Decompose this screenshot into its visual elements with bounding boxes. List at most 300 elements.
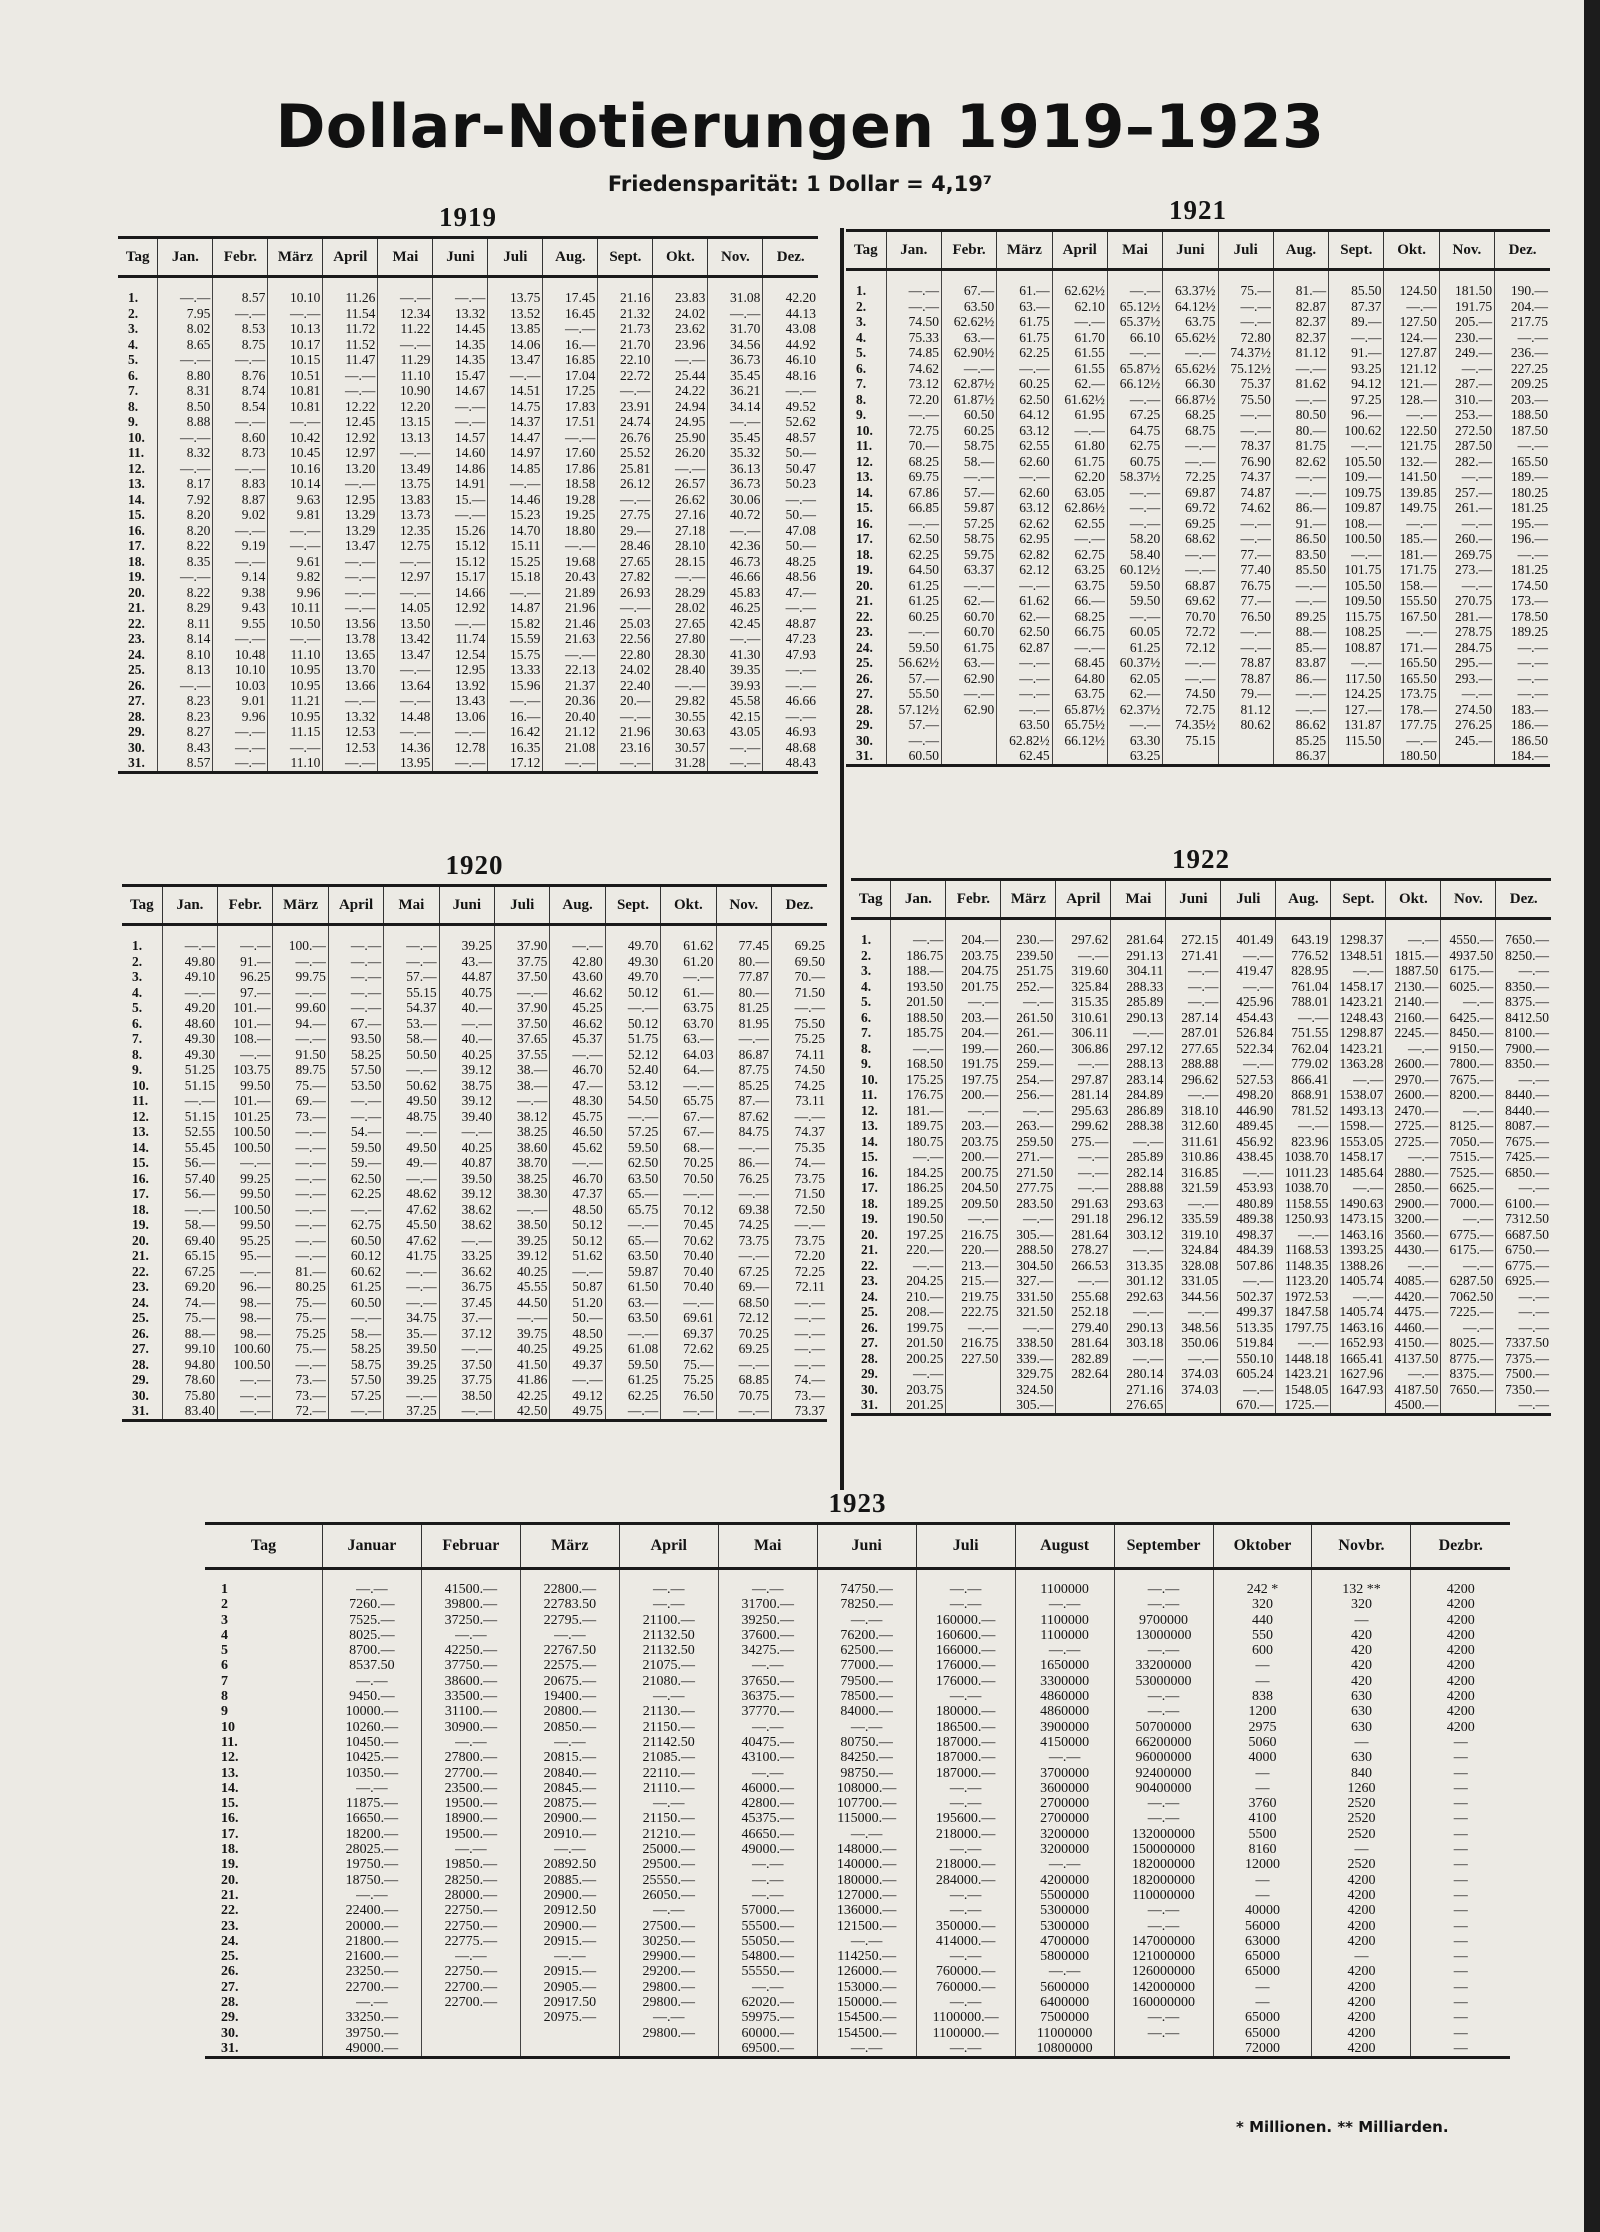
rate-cell: 4500.—	[1386, 1397, 1441, 1414]
rate-cell: 117.50	[1329, 671, 1384, 687]
table-row	[846, 314, 1550, 330]
table-row	[846, 593, 1550, 609]
rate-cell: 4860000	[1015, 1689, 1114, 1704]
rate-cell: 150000000	[1114, 1842, 1213, 1857]
rate-cell: 57.—	[886, 671, 941, 687]
rate-cell: —.—	[886, 407, 941, 423]
rate-cell: 312.60	[1166, 1118, 1221, 1134]
header-month: Dez.	[1496, 880, 1551, 919]
rate-cell: 126000.—	[817, 1964, 916, 1979]
rate-cell: —.—	[1218, 407, 1273, 423]
rate-cell: 8375.—	[1496, 994, 1551, 1010]
day-cell: 7.	[132, 1031, 143, 1046]
rate-cell: 46.10	[763, 352, 818, 368]
rate-cell: 13.85	[488, 321, 543, 337]
rate-cell: 72.20	[886, 392, 941, 408]
rate-cell: 10350.—	[322, 1766, 421, 1781]
rate-cell: 65.87½	[1107, 361, 1162, 377]
rate-cell: —.—	[328, 954, 383, 970]
day-cell: 18.	[132, 1201, 149, 1217]
rate-cell: 75.33	[886, 330, 941, 346]
rate-cell: 21.70	[598, 337, 653, 353]
rate-cell: 73.37	[771, 1403, 827, 1420]
rate-cell: —.—	[605, 1326, 660, 1342]
rate-cell: 14.66	[433, 585, 488, 601]
rate-cell	[1163, 748, 1218, 765]
table-row	[851, 1072, 1551, 1088]
day-cell: 31.	[861, 1397, 878, 1412]
rate-cell: 37.50	[495, 1016, 550, 1032]
rate-cell: 277.75	[1001, 1180, 1056, 1196]
rate-cell: 33500.—	[421, 1689, 520, 1704]
day-cell: 16.	[221, 1811, 239, 1827]
rate-cell: —.—	[1166, 994, 1221, 1010]
header-month: Sept.	[1331, 880, 1386, 919]
rate-cell: 74.87	[1218, 485, 1273, 501]
rate-cell: 14.05	[378, 600, 433, 616]
rate-cell: 6425.—	[1441, 1010, 1496, 1026]
rate-cell: 81.75	[1273, 438, 1328, 454]
rate-cell: 19500.—	[421, 1827, 520, 1842]
rate-cell: 21110.—	[619, 1781, 718, 1796]
rate-cell: 67.25	[162, 1264, 217, 1280]
rate-cell: —.—	[378, 724, 433, 740]
rate-cell: —.—	[328, 985, 383, 1001]
rate-cell: 100.50	[1329, 531, 1384, 547]
rate-cell: 108.25	[1329, 624, 1384, 640]
rate-cell: —.—	[158, 290, 213, 306]
rate-cell: 203.75	[946, 1134, 1001, 1150]
rate-cell: 37600.—	[718, 1628, 817, 1643]
rate-cell: 84250.—	[817, 1750, 916, 1765]
rate-cell: 27700.—	[421, 1766, 520, 1781]
rate-cell: 91.—	[218, 954, 273, 970]
rate-cell: —.—	[1166, 979, 1221, 995]
header-month: Mai	[1111, 880, 1166, 919]
rate-cell: 420	[1312, 1658, 1411, 1673]
rate-cell: 70.25	[661, 1155, 716, 1171]
table-row	[122, 1248, 827, 1264]
rate-cell: 73.12	[886, 376, 941, 392]
column-divider	[840, 228, 844, 1490]
rate-cell: 20900.—	[520, 1888, 619, 1903]
rate-cell: 171.75	[1384, 562, 1439, 578]
rate-cell: 67.86	[886, 485, 941, 501]
rate-cell: 147000000	[1114, 1934, 1213, 1949]
rate-cell: 283.50	[1001, 1196, 1056, 1212]
rate-cell: 9.96	[268, 585, 323, 601]
rate-cell: 13000000	[1114, 1628, 1213, 1643]
rate-cell	[1441, 1397, 1496, 1414]
rate-cell: 276.65	[1111, 1397, 1166, 1414]
rate-cell: 13.47	[488, 352, 543, 368]
rate-cell: 73.—	[273, 1372, 328, 1388]
rate-cell: 5500	[1213, 1827, 1312, 1842]
rate-cell: 124.—	[1384, 330, 1439, 346]
table-row	[122, 1031, 827, 1047]
rate-cell: 70.40	[661, 1264, 716, 1280]
rate-cell: 160000.—	[916, 1613, 1015, 1628]
rate-cell: 61.—	[661, 985, 716, 1001]
day-cell: 16.	[128, 522, 145, 538]
rate-cell: 184.25	[891, 1165, 946, 1181]
rate-cell: 100.60	[218, 1341, 273, 1357]
rate-cell: 21132.50	[619, 1628, 718, 1643]
rate-cell: 277.65	[1166, 1041, 1221, 1057]
rate-cell: 65.62½	[1163, 330, 1218, 346]
rate-cell: 45.50	[384, 1217, 439, 1233]
rate-cell: 63.50	[997, 717, 1052, 733]
table-row	[122, 1047, 827, 1063]
rate-cell: 7675.—	[1441, 1072, 1496, 1088]
rate-cell: 1158.55	[1276, 1196, 1331, 1212]
rate-cell: 10.10	[213, 662, 268, 678]
day-cell: 6.	[128, 367, 139, 383]
rate-cell: —.—	[323, 476, 378, 492]
rate-cell: 47.62	[384, 1202, 439, 1218]
rate-cell: 43.—	[439, 954, 494, 970]
rate-cell: 19400.—	[520, 1689, 619, 1704]
rate-cell: —.—	[1218, 423, 1273, 439]
day-cell: 12.	[128, 460, 145, 476]
rate-cell: 107700.—	[817, 1796, 916, 1811]
rate-cell: 230.—	[1001, 932, 1056, 948]
day-cell: 13.	[856, 469, 873, 484]
rate-cell: 98.—	[218, 1295, 273, 1311]
day-cell: 17.	[856, 531, 873, 546]
rate-cell: 20.—	[598, 693, 653, 709]
rate-cell: 63.—	[997, 299, 1052, 315]
rate-cell: 11.52	[323, 337, 378, 353]
table-row	[851, 1382, 1551, 1398]
rate-cell: —	[1411, 1888, 1510, 1903]
rate-cell: 3560.—	[1386, 1227, 1441, 1243]
rate-cell: 50.12	[550, 1217, 605, 1233]
rate-cell: 66.87½	[1163, 392, 1218, 408]
rate-cell: 4200000	[1015, 1873, 1114, 1888]
rate-cell: —.—	[891, 1041, 946, 1057]
header-month: Juli	[495, 886, 550, 925]
table-row	[851, 1087, 1551, 1103]
table-row	[118, 414, 818, 430]
rate-cell: —.—	[213, 461, 268, 477]
rate-cell: 57.50	[328, 1062, 383, 1078]
rate-cell: 840	[1312, 1766, 1411, 1781]
rate-cell: 10425.—	[322, 1750, 421, 1765]
rate-cell: —.—	[708, 523, 763, 539]
rate-cell: 150000.—	[817, 1995, 916, 2010]
rate-cell: 21210.—	[619, 1827, 718, 1842]
rate-cell: 62.10	[1052, 299, 1107, 315]
rate-cell: 176000.—	[916, 1674, 1015, 1689]
rate-cell: 480.89	[1221, 1196, 1276, 1212]
rate-cell: 86.62	[1273, 717, 1328, 733]
day-cell: 6.	[856, 360, 867, 376]
rate-cell: 73.—	[273, 1109, 328, 1125]
rate-cell: —.—	[213, 306, 268, 322]
rate-cell: —.—	[378, 445, 433, 461]
rate-cell: 287.14	[1166, 1010, 1221, 1026]
rate-cell: 15.25	[488, 554, 543, 570]
rate-cell	[1056, 1382, 1111, 1398]
rate-cell: 526.84	[1221, 1025, 1276, 1041]
header-month: Okt.	[1386, 880, 1441, 919]
rate-cell: 3760	[1213, 1796, 1312, 1811]
header-month: Oktober	[1213, 1524, 1312, 1569]
rate-cell: 2700000	[1015, 1796, 1114, 1811]
rate-cell: 19.68	[543, 554, 598, 570]
rate-cell: 9.61	[268, 554, 323, 570]
rate-cell: 310.61	[1056, 1010, 1111, 1026]
rate-cell: 8250.—	[1496, 948, 1551, 964]
rate-cell: 20.40	[543, 709, 598, 725]
rate-cell: 9.81	[268, 507, 323, 523]
rate-cell: —.—	[158, 569, 213, 585]
rate-cell: 57.25	[328, 1388, 383, 1404]
rate-cell: —.—	[378, 337, 433, 353]
rate-cell: —.—	[653, 678, 708, 694]
rate-cell: 49.—	[384, 1155, 439, 1171]
rate-cell: 8.83	[213, 476, 268, 492]
rate-cell: 6175.—	[1441, 963, 1496, 979]
table-row	[851, 1165, 1551, 1181]
rate-cell: 4150.—	[1386, 1335, 1441, 1351]
rate-cell: 4200	[1312, 1934, 1411, 1949]
rate-cell: 105.50	[1329, 578, 1384, 594]
rate-cell: 74.35½	[1163, 717, 1218, 733]
rate-cell: 776.52	[1276, 948, 1331, 964]
rate-cell: 217.75	[1495, 314, 1550, 330]
rate-cell: 13.92	[433, 678, 488, 694]
rate-cell: 350.06	[1166, 1335, 1221, 1351]
day-cell: 7	[221, 1673, 228, 1689]
rate-cell: —.—	[273, 1155, 328, 1171]
rate-cell: 176.75	[891, 1087, 946, 1103]
rate-cell: —.—	[213, 554, 268, 570]
rate-cell: 61.75	[997, 330, 1052, 346]
rate-cell: 331.50	[1001, 1289, 1056, 1305]
day-cell: 14.	[861, 1133, 878, 1149]
rate-cell: 36.62	[439, 1264, 494, 1280]
rate-cell: 14.37	[488, 414, 543, 430]
rate-cell: 15.23	[488, 507, 543, 523]
rate-cell: 160000000	[1114, 1995, 1213, 2010]
table-row	[205, 1811, 1510, 1826]
rate-cell: 11.10	[268, 647, 323, 663]
rate-cell: 149.75	[1384, 500, 1439, 516]
rate-cell: 38.50	[439, 1388, 494, 1404]
rate-cell: 8700.—	[322, 1643, 421, 1658]
header-month: September	[1114, 1524, 1213, 1569]
rate-cell: —.—	[1441, 994, 1496, 1010]
rate-cell: 10.81	[268, 399, 323, 415]
table-row	[846, 454, 1550, 470]
rate-cell: 60.12½	[1107, 562, 1162, 578]
rate-cell: —.—	[1386, 1366, 1441, 1382]
rate-cell: 75.—	[661, 1357, 716, 1373]
rate-cell: 173.—	[1495, 593, 1550, 609]
rate-cell: 101.75	[1329, 562, 1384, 578]
rate-cell: 271.50	[1001, 1165, 1056, 1181]
rate-cell: 7050.—	[1441, 1134, 1496, 1150]
rate-cell: 69.62	[1163, 593, 1218, 609]
rate-cell: 245.—	[1439, 733, 1494, 749]
rate-cell: 670.—	[1221, 1397, 1276, 1414]
rate-cell: 67.25	[716, 1264, 771, 1280]
rate-cell: 311.61	[1166, 1134, 1221, 1150]
table-row	[846, 547, 1550, 563]
table-row	[846, 702, 1550, 718]
rate-cell: 8025.—	[1441, 1335, 1496, 1351]
rate-cell: 41.75	[384, 1248, 439, 1264]
rate-cell: 80.—	[1273, 423, 1328, 439]
rate-cell: 281.—	[1439, 609, 1494, 625]
rate-cell: —	[1213, 1658, 1312, 1673]
rate-cell: —.—	[1331, 1180, 1386, 1196]
rate-cell: 68.50	[716, 1295, 771, 1311]
rate-cell: —.—	[1495, 547, 1550, 563]
rate-cell: 282.14	[1111, 1165, 1166, 1181]
rate-cell: 63.50	[605, 1248, 660, 1264]
year-heading-1919: 1919	[439, 202, 497, 232]
rate-cell: 99.50	[218, 1186, 273, 1202]
rate-cell: 15.11	[488, 538, 543, 554]
table-row	[205, 2041, 1510, 2058]
day-cell: 2	[221, 1597, 228, 1613]
rate-cell: 10.13	[268, 321, 323, 337]
rate-cell: 288.13	[1111, 1056, 1166, 1072]
day-cell: 27.	[128, 693, 145, 708]
table-row	[205, 1766, 1510, 1781]
table-row	[205, 1903, 1510, 1918]
rate-cell: 108.—	[1329, 516, 1384, 532]
rate-cell: 17.60	[543, 445, 598, 461]
rate-cell: 5060	[1213, 1735, 1312, 1750]
rate-cell: 60000.—	[718, 2026, 817, 2041]
rate-cell: 91.50	[273, 1047, 328, 1063]
rate-cell: —.—	[716, 1140, 771, 1156]
day-cell: 3.	[856, 314, 867, 329]
header-month: Februar	[421, 1524, 520, 1569]
table-row	[851, 1227, 1551, 1243]
table-row	[851, 1258, 1551, 1274]
rate-cell: 62.55	[1052, 516, 1107, 532]
rate-cell: 62.—	[1052, 376, 1107, 392]
rate-cell: 38.12	[495, 1109, 550, 1125]
rate-cell: 45375.—	[718, 1811, 817, 1826]
rate-cell: 72.75	[1163, 702, 1218, 718]
rate-cell: 21.96	[543, 600, 598, 616]
rate-cell: 22.40	[598, 678, 653, 694]
table-row	[851, 1211, 1551, 1227]
rate-cell: 47.93	[763, 647, 818, 663]
rate-cell: 4200	[1312, 1888, 1411, 1903]
rate-cell: 25000.—	[619, 1842, 718, 1857]
rate-cell: 20900.—	[520, 1919, 619, 1934]
rate-cell: 22.13	[543, 662, 598, 678]
header-month: Okt.	[1384, 231, 1439, 270]
rate-cell: 58.—	[162, 1217, 217, 1233]
rate-cell: 292.63	[1111, 1289, 1166, 1305]
rate-cell: —.—	[708, 306, 763, 322]
header-month: Jan.	[158, 238, 213, 277]
rate-cell: 45.55	[495, 1279, 550, 1295]
rate-cell: 100.50	[218, 1357, 273, 1373]
rate-cell: —.—	[1163, 547, 1218, 563]
rate-cell: 324.84	[1166, 1242, 1221, 1258]
rate-cell: 10.14	[268, 476, 323, 492]
day-cell: 28.	[132, 1356, 149, 1372]
table-1923	[205, 1486, 1510, 2059]
rate-cell: 21600.—	[322, 1949, 421, 1964]
rate-cell: 50.—	[763, 538, 818, 554]
rate-cell: 11.10	[268, 755, 323, 772]
rate-cell: 76.75	[1218, 578, 1273, 594]
rate-cell: 11000000	[1015, 2026, 1114, 2041]
rate-cell: 68.87	[1163, 578, 1218, 594]
rate-cell: —.—	[1111, 1242, 1166, 1258]
rate-cell: —.—	[488, 476, 543, 492]
rate-cell: 12.34	[378, 306, 433, 322]
rate-cell: 33200000	[1114, 1658, 1213, 1673]
rate-cell: 74.50	[1163, 686, 1218, 702]
rate-cell: 186.—	[1495, 717, 1550, 733]
rate-cell: 37.50	[495, 969, 550, 985]
rate-cell: 37750.—	[421, 1658, 520, 1673]
rate-cell: 34275.—	[718, 1643, 817, 1658]
rate-cell: 14.70	[488, 523, 543, 539]
rate-cell: 310.—	[1439, 392, 1494, 408]
table-row	[846, 423, 1550, 439]
rate-cell: 13.47	[378, 647, 433, 663]
rate-cell: —.—	[495, 1310, 550, 1326]
rate-cell	[1218, 748, 1273, 765]
rate-cell: 51.25	[162, 1062, 217, 1078]
day-cell: 17.	[221, 1826, 239, 1842]
rate-cell: —.—	[378, 585, 433, 601]
rate-cell: 76200.—	[817, 1628, 916, 1643]
rate-cell: —.—	[1166, 1351, 1221, 1367]
rate-cell: 310.86	[1166, 1149, 1221, 1165]
rate-cell: 24.94	[653, 399, 708, 415]
rate-cell: —.—	[520, 1949, 619, 1964]
rate-cell: —	[1411, 1735, 1510, 1750]
rate-cell: 6925.—	[1496, 1273, 1551, 1289]
rate-cell: 132.—	[1384, 454, 1439, 470]
day-cell: 4.	[132, 984, 143, 1000]
rate-cell: 64.12½	[1163, 299, 1218, 315]
rate-cell: 40000	[1213, 1903, 1312, 1918]
rate-cell: 191.75	[946, 1056, 1001, 1072]
rate-cell: 56.—	[162, 1155, 217, 1171]
table-row	[122, 1233, 827, 1249]
rate-cell: 293.—	[1439, 671, 1494, 687]
rate-cell: 62.60	[997, 454, 1052, 470]
header-month: Dez.	[763, 238, 818, 277]
rate-cell: 72.12	[716, 1310, 771, 1326]
table-row	[122, 1279, 827, 1295]
rate-cell: 285.89	[1111, 1149, 1166, 1165]
rate-cell: 86.—	[1273, 671, 1328, 687]
rate-cell: 187000.—	[916, 1766, 1015, 1781]
day-cell: 28.	[856, 701, 873, 717]
day-cell: 22.	[861, 1257, 878, 1273]
rate-cell: 203.—	[946, 1118, 1001, 1134]
rate-cell: —.—	[1015, 1750, 1114, 1765]
rate-cell: 8.32	[158, 445, 213, 461]
rate-cell: —.—	[916, 1796, 1015, 1811]
rate-cell	[619, 2041, 718, 2058]
